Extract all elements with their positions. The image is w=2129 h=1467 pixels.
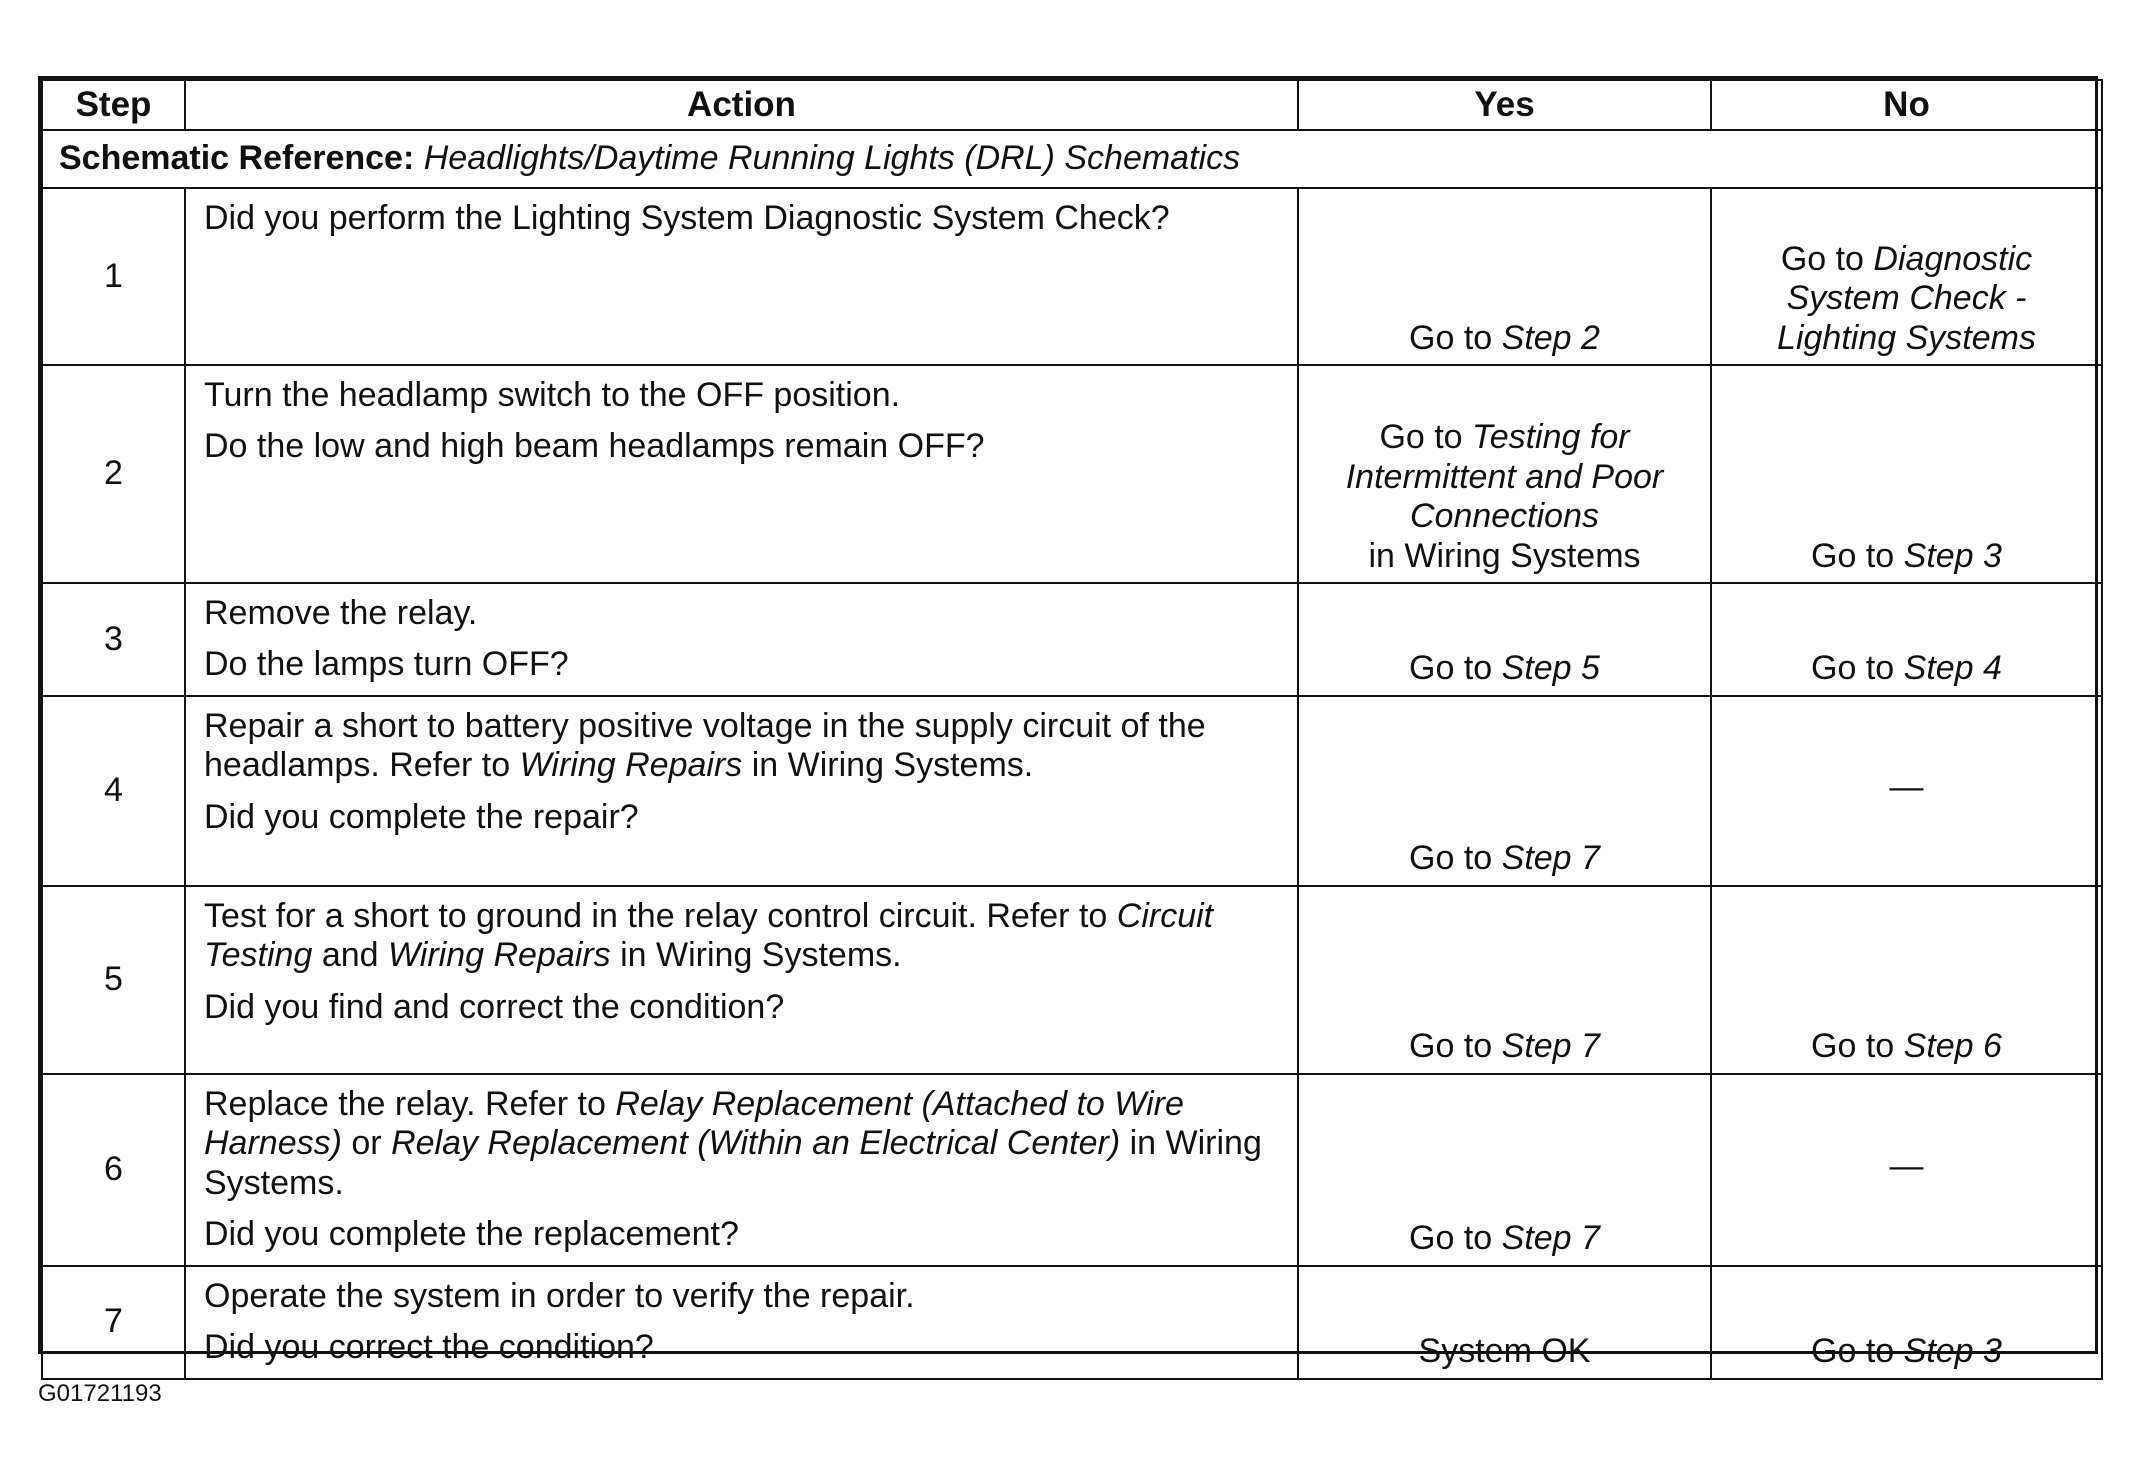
step-number: 2	[42, 365, 185, 583]
no-prefix: Go to	[1811, 1332, 1904, 1371]
table-row	[42, 188, 2102, 365]
yes-prefix: Go to	[1409, 1027, 1502, 1066]
header-no: No	[1711, 80, 2102, 130]
action-text-part: Repair a short to battery positive voltage in the supply circuit of the headlamps. Refer to	[204, 706, 1206, 785]
action-link[interactable]: Relay Replacement (Attached to Wire Harness)	[204, 1084, 1184, 1163]
yes-prefix: Go to	[1379, 418, 1473, 457]
action-text: Did you perform the Lighting System Diagnostic System Check?	[204, 199, 1170, 237]
no-cell: —	[1711, 696, 2102, 886]
action-text: Operate the system in order to verify the repair.	[204, 1276, 915, 1315]
action-cell	[185, 188, 1298, 365]
yes-link[interactable]: Step 7	[1501, 1219, 1600, 1258]
action-cell	[185, 365, 1298, 583]
reference-label: Schematic Reference:	[59, 139, 415, 178]
table-row	[42, 365, 2102, 583]
yes-link[interactable]: Step 7	[1501, 839, 1600, 878]
schematic-reference-row	[42, 130, 2102, 188]
action-text-part: in Wiring Systems.	[610, 936, 902, 975]
action-question: Do the low and high beam headlamps remain OFF?	[204, 427, 985, 466]
action-text: Turn the headlamp switch to the OFF position.	[204, 376, 901, 414]
no-cell	[1711, 1266, 2102, 1379]
no-cell	[1711, 365, 2102, 583]
action-question: Did you complete the replacement?	[204, 1215, 739, 1254]
table-row	[42, 1074, 2102, 1266]
action-text-part: and	[312, 936, 388, 975]
yes-cell	[1298, 583, 1711, 696]
yes-cell: System OK	[1298, 1266, 1711, 1379]
header-action: Action	[185, 80, 1298, 130]
action-cell	[185, 1266, 1298, 1379]
header-step: Step	[42, 80, 185, 130]
step-number: 4	[42, 696, 185, 886]
no-link[interactable]: Diagnostic System Check - Lighting Systems	[1777, 239, 2036, 357]
no-prefix: Go to	[1811, 649, 1904, 688]
yes-cell	[1298, 365, 1711, 583]
no-prefix: Go to	[1811, 1027, 1904, 1066]
yes-link[interactable]: Step 2	[1501, 318, 1600, 357]
no-prefix: Go to	[1811, 536, 1904, 575]
action-question: Do the lamps turn OFF?	[204, 645, 569, 684]
step-number: 5	[42, 886, 185, 1074]
table-row	[42, 583, 2102, 696]
yes-cell	[1298, 696, 1711, 886]
yes-link[interactable]: Step 5	[1501, 649, 1600, 688]
yes-cell	[1298, 1074, 1711, 1266]
action-text	[204, 707, 1285, 786]
diagnostic-table-container	[38, 76, 2098, 1371]
no-cell	[1711, 583, 2102, 696]
no-cell	[1711, 886, 2102, 1074]
step-number: 1	[42, 188, 185, 365]
yes-suffix: in Wiring Systems	[1368, 536, 1641, 575]
action-question: Did you find and correct the condition?	[204, 987, 785, 1026]
action-link[interactable]: Wiring Repairs	[519, 746, 743, 785]
yes-prefix: Go to	[1409, 839, 1502, 878]
action-link[interactable]: Relay Replacement (Within an Electrical Center)	[391, 1124, 1121, 1163]
action-cell	[185, 696, 1298, 886]
action-text-part: or	[341, 1124, 392, 1163]
action-cell	[185, 583, 1298, 696]
action-question: Did you correct the condition?	[204, 1328, 654, 1367]
step-number: 6	[42, 1074, 185, 1266]
action-text-part: in Wiring Systems.	[204, 1124, 1262, 1202]
action-text	[204, 897, 1285, 976]
action-text-part: Test for a short to ground in the relay control circuit. Refer to	[204, 896, 1117, 935]
yes-cell	[1298, 886, 1711, 1074]
table-row	[42, 1266, 2102, 1379]
action-cell	[185, 886, 1298, 1074]
step-number: 3	[42, 583, 185, 696]
no-link[interactable]: Step 6	[1903, 1027, 2002, 1066]
action-link[interactable]: Wiring Repairs	[388, 936, 611, 975]
yes-prefix: Go to	[1409, 318, 1502, 357]
step-number: 7	[42, 1266, 185, 1379]
action-text	[204, 1085, 1285, 1203]
no-cell: —	[1711, 1074, 2102, 1266]
no-link[interactable]: Step 3	[1903, 536, 2002, 575]
no-prefix: Go to	[1780, 239, 1874, 278]
yes-link[interactable]: Step 7	[1501, 1027, 1600, 1066]
yes-link[interactable]: Testing for Intermittent and Poor Connections	[1345, 418, 1664, 536]
action-question: Did you complete the repair?	[204, 797, 639, 836]
schematic-reference	[42, 130, 2102, 188]
no-link[interactable]: Step 4	[1903, 649, 2002, 688]
action-link[interactable]: Circuit Testing	[204, 896, 1214, 975]
figure-id: G01721193	[38, 1380, 162, 1407]
no-cell	[1711, 188, 2102, 365]
yes-prefix: Go to	[1409, 1219, 1502, 1258]
action-cell	[185, 1074, 1298, 1266]
header-row	[42, 80, 2102, 130]
header-yes: Yes	[1298, 80, 1711, 130]
table-row	[42, 696, 2102, 886]
no-link[interactable]: Step 3	[1903, 1332, 2002, 1371]
action-text: Remove the relay.	[204, 594, 478, 632]
reference-link[interactable]: Headlights/Daytime Running Lights (DRL) Schematics	[423, 139, 1241, 178]
action-text-part: in Wiring Systems.	[742, 746, 1034, 785]
table-row	[42, 886, 2102, 1074]
diagnostic-table	[41, 79, 2103, 1380]
action-text-part: Replace the relay. Refer to	[204, 1084, 616, 1123]
yes-cell	[1298, 188, 1711, 365]
yes-prefix: Go to	[1409, 649, 1502, 688]
